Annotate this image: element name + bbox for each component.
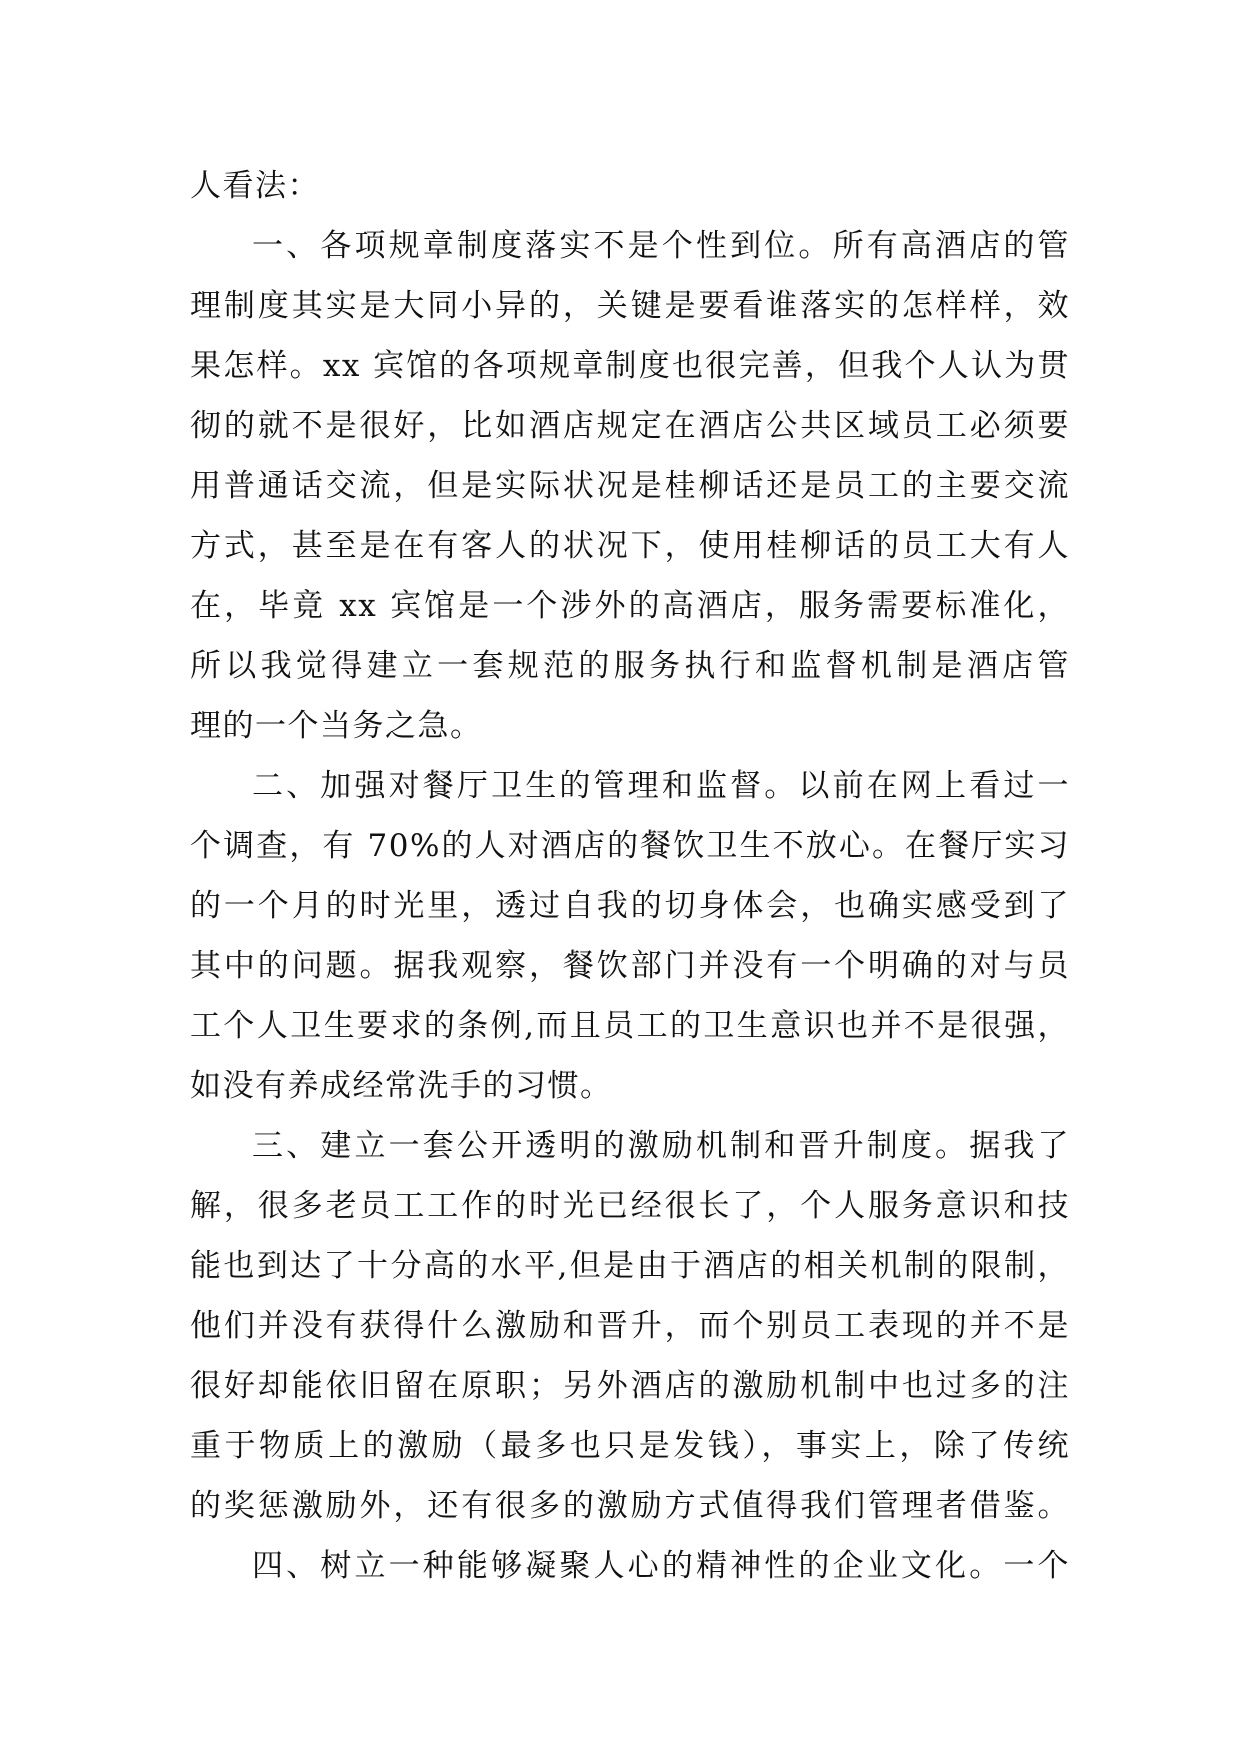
text-line: 个调查，有 70%的人对酒店的餐饮卫生不放心。在餐厅实习 <box>190 828 1070 864</box>
text-line: 工个人卫生要求的条例,而且员工的卫生意识也并不是很强， <box>190 1008 1070 1044</box>
text-line: 人看法： <box>190 168 320 204</box>
paragraph-heading-line: 二、加强对餐厅卫生的管理和监督。以前在网上看过一 <box>252 768 1070 804</box>
text-line: 的奖惩激励外，还有很多的激励方式值得我们管理者借鉴。 <box>190 1488 1070 1524</box>
text-line: 理制度其实是大同小异的，关键是要看谁落实的怎样样，效 <box>190 288 1070 324</box>
text-line: 彻的就不是很好，比如酒店规定在酒店公共区域员工必须要 <box>190 408 1070 444</box>
text-line: 解，很多老员工工作的时光已经很长了，个人服务意识和技 <box>190 1188 1070 1224</box>
text-line: 如没有养成经常洗手的习惯。 <box>190 1068 613 1104</box>
text-line: 很好却能依旧留在原职；另外酒店的激励机制中也过多的注 <box>190 1368 1070 1404</box>
text-line: 重于物质上的激励（最多也只是发钱），事实上，除了传统 <box>190 1428 1070 1464</box>
text-line: 果怎样。xx 宾馆的各项规章制度也很完善，但我个人认为贯 <box>190 348 1070 384</box>
text-line: 方式，甚至是在有客人的状况下，使用桂柳话的员工大有人 <box>190 528 1070 564</box>
paragraph-heading-line: 四、树立一种能够凝聚人心的精神性的企业文化。一个 <box>252 1548 1070 1584</box>
paragraph-heading-line: 一、各项规章制度落实不是个性到位。所有高酒店的管 <box>252 228 1070 264</box>
text-line: 在，毕竟 xx 宾馆是一个涉外的高酒店，服务需要标准化， <box>190 588 1070 624</box>
text-line: 他们并没有获得什么激励和晋升，而个别员工表现的并不是 <box>190 1308 1070 1344</box>
text-line: 的一个月的时光里，透过自我的切身体会，也确实感受到了 <box>190 888 1070 924</box>
text-line: 能也到达了十分高的水平,但是由于酒店的相关机制的限制， <box>190 1248 1070 1284</box>
text-line: 理的一个当务之急。 <box>190 708 483 744</box>
text-line: 用普通话交流，但是实际状况是桂柳话还是员工的主要交流 <box>190 468 1070 504</box>
body-text <box>190 156 1070 1596</box>
text-line: 其中的问题。据我观察，餐饮部门并没有一个明确的对与员 <box>190 948 1070 984</box>
text-line: 所以我觉得建立一套规范的服务执行和监督机制是酒店管 <box>190 648 1070 684</box>
paragraph-heading-line: 三、建立一套公开透明的激励机制和晋升制度。据我了 <box>252 1128 1070 1164</box>
